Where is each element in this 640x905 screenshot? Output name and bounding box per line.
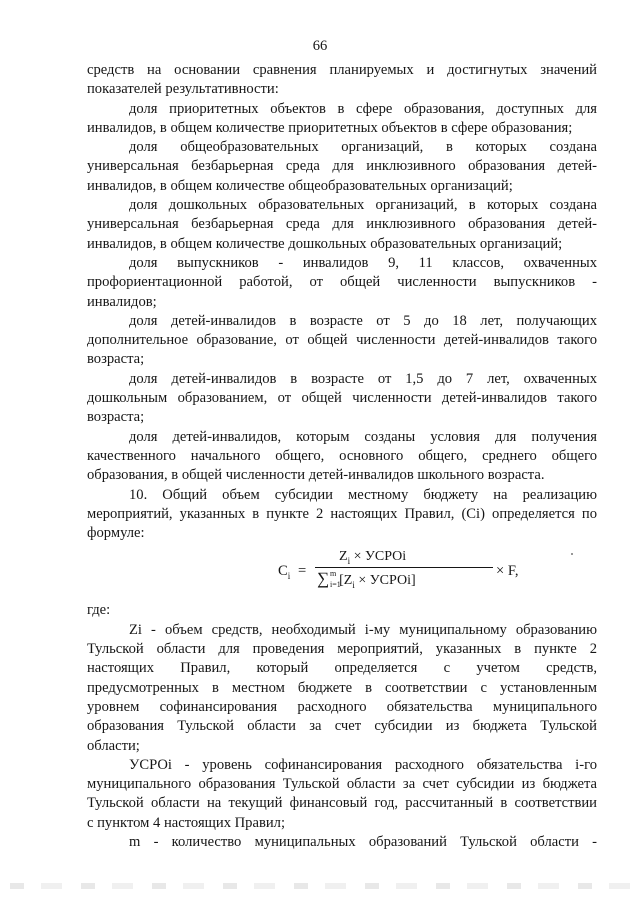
text-line: средств на основании сравнения планируемых и достигнутых значений [87,62,597,78]
document-body [87,61,597,852]
text-line: с пунктом 4 настоящих Правил; [87,814,285,831]
text-line: возраста; [87,409,145,426]
text-line: УСРОi - уровень софинансирования расходного обязательства i-го [129,756,597,773]
text-line: возраста; [87,351,145,368]
text-line: универсальная безбарьерная среда для инклюзивного образования детей- [87,158,597,175]
formula-equals: = [298,563,307,580]
text-line: предусмотренных в местном бюджете в соответствии с установленным [87,679,597,696]
text-line: где: [87,602,111,619]
fraction-bar [315,567,493,568]
text-line: доля детей-инвалидов, которым созданы условия для получения [129,428,597,445]
sum-lower-limit: i=1 [330,580,341,590]
scan-speck [571,553,573,555]
text-line: доля дошкольных образовательных организаций, в которых создана [129,197,597,214]
text-line: инвалидов, в общем количестве общеобразовательных организаций; [87,177,513,194]
text-line: доля детей-инвалидов в возрасте от 5 до 18 лет, получающих [129,312,597,329]
formula-denominator: ∑ m i=1 [$Z_i$ × УСРОi] [317,569,416,591]
text-line: формуле: [87,525,145,542]
text-line: Zi - объем средств, необходимый i-му муниципальному образованию [129,621,597,638]
text-line: уровнем софинансирования расходного обязательства муниципального [87,698,597,715]
text-line: инвалидов, в общем количестве приоритетных объектов в сфере образования; [87,119,573,136]
text-line: муниципального образования Тульской области за счет субсидии из бюджета [87,776,597,793]
text-line: инвалидов; [87,293,157,310]
text-line: 10. Общий объем субсидии местному бюджету на реализацию [129,486,597,503]
text-line: дошкольным образованием, от общей численности детей-инвалидов такого [87,390,597,407]
text-line: качественного начального общего, основного общего, среднего общего [87,447,597,464]
text-line: Тульской области для проведения мероприятий, указанных в пункте 2 [87,641,597,658]
formula-tail: × F, [496,563,519,580]
text-line: мероприятий, указанных в пункте 2 настоящих Правил, (Ci) определяется по [87,505,597,522]
sum-symbol: ∑ [317,569,330,589]
text-line: доля приоритетных объектов в сфере образования, доступных для [129,100,597,117]
text-line: образования Тульской области за счет субсидии из бюджета Тульской [87,718,597,735]
text-line: универсальная безбарьерная среда для инклюзивного образования детей- [87,216,597,233]
text-line: доля общеобразовательных организаций, в которых создана [129,139,597,156]
text-line: доля выпускников - инвалидов 9, 11 классов, охваченных [129,254,597,271]
scan-bleed-through [10,883,630,889]
text-line: области; [87,737,140,754]
text-line: настоящих Правил, который определяется с учетом средств, [87,660,597,677]
subsidy-formula [87,547,597,597]
text-line: m - количество муниципальных образований Тульской области - [129,833,597,850]
text-line: инвалидов, в общем количестве дошкольных образовательных организаций; [87,235,563,252]
text-line: Тульской области на текущий финансовый год, рассчитанный в соответствии [87,795,597,812]
formula-lhs: $C_i$ [278,563,291,582]
text-line: доля детей-инвалидов в возрасте от 1,5 до 7 лет, охваченных [129,370,597,387]
text-line: профориентационной работой, от общей численности выпускников - [87,274,597,291]
page-number: 66 [312,38,328,54]
sum-upper-limit: m [330,569,337,579]
text-line: дополнительное образование, от общей численности детей-инвалидов такого [87,332,597,349]
formula-numerator: $Z_i$ × УСРОi [339,549,407,567]
text-line: образования, в общей численности детей-инвалидов школьного возраста. [87,467,545,484]
text-line: показателей результативности: [87,81,279,98]
